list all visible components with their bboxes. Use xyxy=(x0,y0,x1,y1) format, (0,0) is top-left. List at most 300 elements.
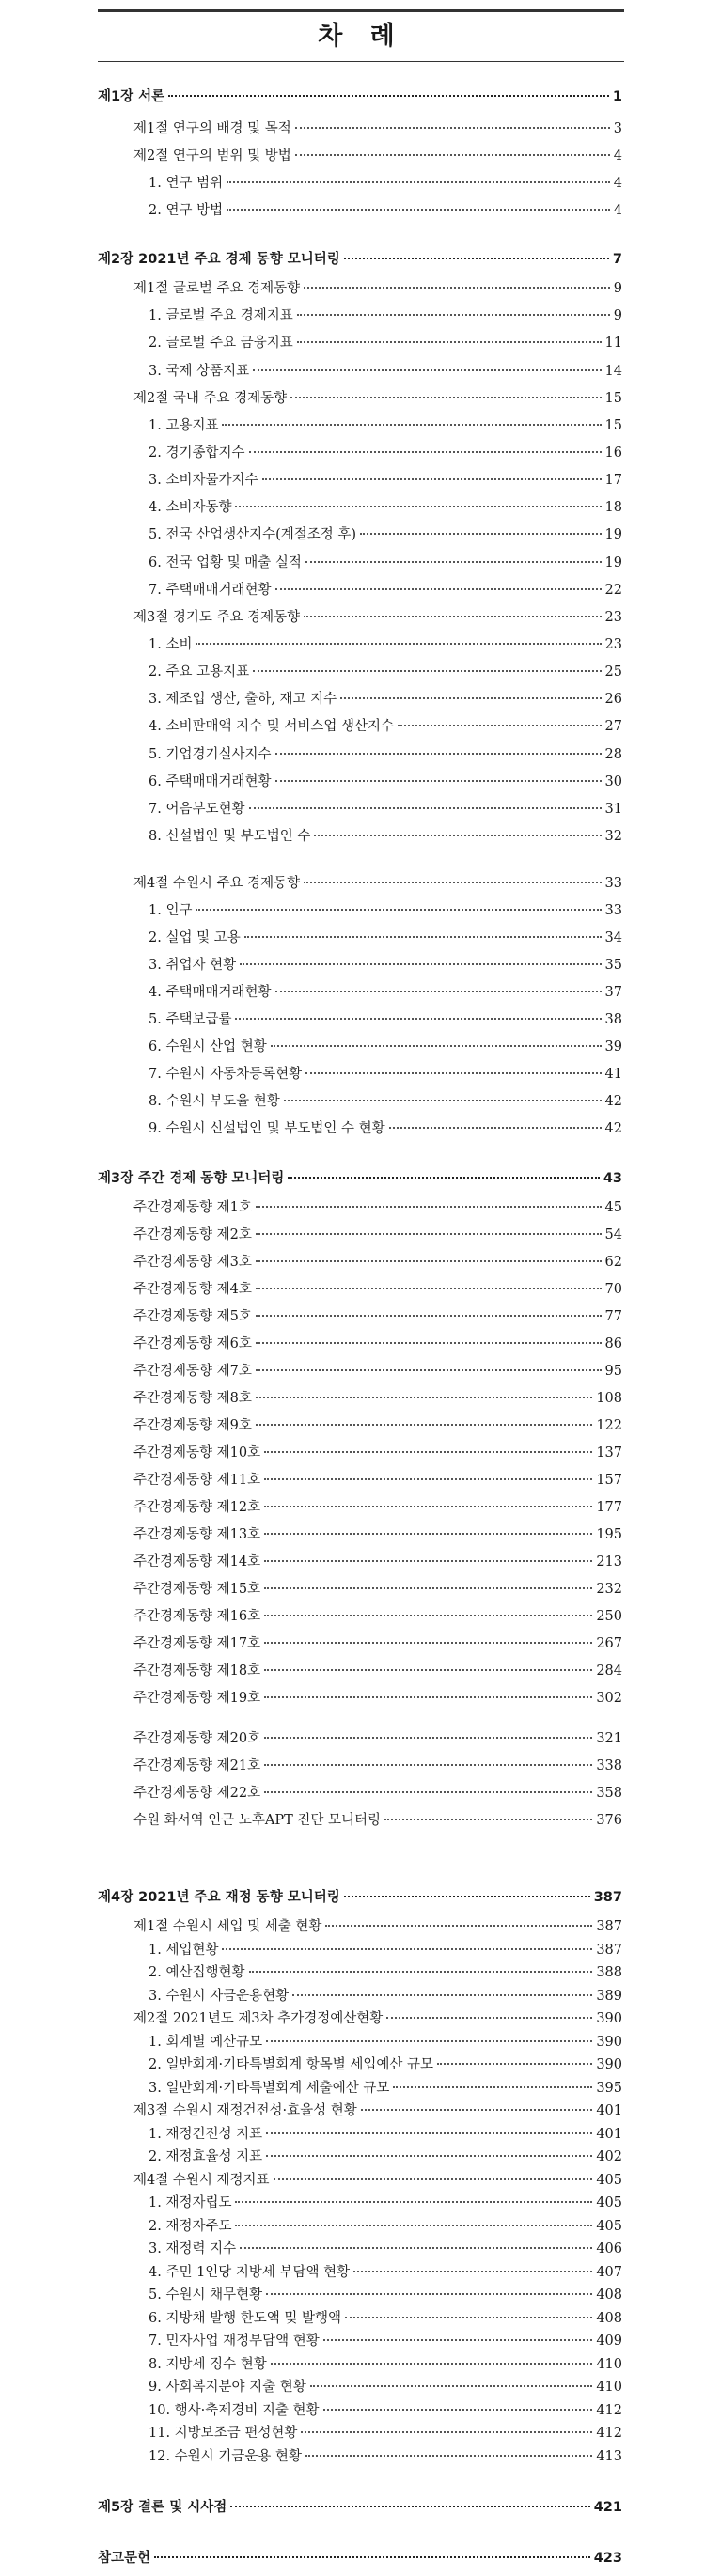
entry-label: 9. 사회복지분야 지출 현황 xyxy=(149,2380,306,2395)
dot-leader xyxy=(264,1696,592,1698)
dot-leader xyxy=(264,1791,592,1793)
section-entry xyxy=(133,1470,622,1491)
dot-leader xyxy=(256,1260,602,1262)
dot-leader xyxy=(235,2225,592,2226)
entry-page-number: 412 xyxy=(596,2426,622,2441)
section-entry xyxy=(133,1497,622,1518)
subsection-entry xyxy=(149,580,622,601)
dot-leader xyxy=(235,506,601,507)
section-entry xyxy=(133,1728,622,1749)
dot-leader xyxy=(253,369,601,371)
entry-page-number: 376 xyxy=(596,1813,622,1828)
entry-label: 2. 경기종합지수 xyxy=(149,445,245,461)
dot-leader xyxy=(295,127,610,129)
entry-page-number: 3 xyxy=(613,121,622,136)
dot-leader xyxy=(393,2086,592,2088)
dot-leader xyxy=(196,643,601,645)
subsection-entry xyxy=(149,928,622,948)
section-entry xyxy=(133,873,622,894)
entry-label: 제5장 결론 및 시사점 xyxy=(98,2500,227,2515)
entry-page-number: 302 xyxy=(596,1691,622,1706)
dot-leader xyxy=(249,807,602,809)
section-entry xyxy=(133,1334,622,1354)
entry-label: 주간경제동향 제5호 xyxy=(133,1309,252,1324)
subsection-entry xyxy=(149,1940,622,1960)
entry-page-number: 35 xyxy=(604,958,622,973)
dot-leader xyxy=(256,1369,602,1371)
entry-label: 주간경제동향 제1호 xyxy=(133,1200,252,1215)
dot-leader xyxy=(264,1669,592,1671)
entry-label: 제2절 국내 주요 경제동향 xyxy=(133,391,288,406)
entry-label: 주간경제동향 제19호 xyxy=(133,1691,261,1706)
subsection-entry xyxy=(149,524,622,545)
entry-page-number: 9 xyxy=(613,281,622,296)
section-entry xyxy=(133,1810,622,1831)
dot-leader xyxy=(266,2293,592,2295)
dot-leader xyxy=(275,780,602,782)
entry-label: 참고문헌 xyxy=(98,2551,151,2566)
dot-leader xyxy=(264,1478,592,1480)
chapter-entry xyxy=(98,1168,622,1189)
entry-page-number: 413 xyxy=(596,2448,622,2464)
entry-page-number: 4 xyxy=(613,148,622,164)
subsection-entry xyxy=(149,2147,622,2167)
dot-leader xyxy=(288,1177,599,1179)
entry-label: 1. 연구 범위 xyxy=(149,176,224,191)
entry-page-number: 23 xyxy=(604,637,622,652)
entry-label: 5. 수원시 채무현황 xyxy=(149,2287,263,2303)
entry-page-number: 42 xyxy=(604,1121,622,1136)
subsection-entry xyxy=(149,2423,622,2443)
entry-label: 주간경제동향 제13호 xyxy=(133,1527,261,1542)
entry-label: 제4절 수원시 재정지표 xyxy=(133,2172,270,2188)
entry-label: 7. 어음부도현황 xyxy=(149,802,245,817)
subsection-entry xyxy=(149,982,622,1003)
dot-leader xyxy=(353,2271,592,2272)
dot-leader xyxy=(264,1533,592,1535)
entry-label: 3. 수원시 자금운용현황 xyxy=(149,1988,290,2004)
entry-label: 6. 지방채 발행 한도액 및 발행액 xyxy=(149,2310,341,2326)
entry-page-number: 387 xyxy=(593,1890,622,1905)
dot-leader xyxy=(295,154,610,156)
entry-page-number: 390 xyxy=(596,2057,622,2072)
entry-label: 1. 고용지표 xyxy=(149,418,219,433)
subsection-entry xyxy=(149,1037,622,1057)
entry-page-number: 28 xyxy=(604,747,622,762)
section-entry xyxy=(133,1579,622,1600)
entry-page-number: 4 xyxy=(613,176,622,191)
entry-page-number: 62 xyxy=(604,1255,622,1270)
entry-label: 수원 화서역 인근 노후APT 진단 모니터링 xyxy=(133,1813,382,1828)
entry-label: 제3절 경기도 주요 경제동향 xyxy=(133,610,301,625)
subsection-entry xyxy=(149,553,622,573)
entry-page-number: 388 xyxy=(596,1965,622,1980)
section-entry xyxy=(133,1415,622,1436)
dot-leader xyxy=(310,2385,593,2387)
entry-page-number: 410 xyxy=(596,2356,622,2372)
dot-leader xyxy=(266,2155,592,2157)
entry-label: 주간경제동향 제16호 xyxy=(133,1609,261,1624)
entry-page-number: 389 xyxy=(596,1988,622,2004)
dot-leader xyxy=(256,1424,592,1426)
dot-leader xyxy=(227,181,610,183)
entry-page-number: 108 xyxy=(596,1391,622,1406)
section-entry xyxy=(133,1279,622,1300)
entry-label: 2. 연구 방법 xyxy=(149,203,224,218)
entry-page-number: 15 xyxy=(604,391,622,406)
entry-page-number: 26 xyxy=(604,692,622,707)
entry-label: 주간경제동향 제22호 xyxy=(133,1786,261,1801)
subsection-entry xyxy=(149,2354,622,2375)
entry-page-number: 409 xyxy=(596,2334,622,2349)
entry-page-number: 250 xyxy=(596,1609,622,1624)
entry-label: 2. 일반회계·기타특별회계 항목별 세입예산 규모 xyxy=(149,2057,434,2072)
subsection-entry xyxy=(149,2331,622,2351)
entry-page-number: 395 xyxy=(596,2080,622,2096)
entry-label: 제2절 2021년도 제3차 추가경정예산현황 xyxy=(133,2011,384,2026)
dot-leader xyxy=(297,341,602,343)
entry-page-number: 406 xyxy=(596,2241,622,2256)
entry-page-number: 421 xyxy=(593,2500,622,2515)
dot-leader xyxy=(266,2040,592,2042)
dot-leader xyxy=(249,1971,593,1973)
dot-leader xyxy=(340,697,601,699)
entry-page-number: 410 xyxy=(596,2380,622,2395)
section-entry xyxy=(133,388,622,409)
subsection-entry xyxy=(149,1091,622,1112)
section-entry xyxy=(133,1252,622,1272)
entry-label: 주간경제동향 제12호 xyxy=(133,1500,261,1515)
dot-leader xyxy=(306,2455,592,2457)
subsection-entry xyxy=(149,2377,622,2397)
subsection-entry xyxy=(149,1064,622,1085)
dot-leader xyxy=(386,2017,592,2019)
dot-leader xyxy=(240,2247,592,2249)
entry-label: 8. 신설법인 및 부도법인 수 xyxy=(149,829,311,844)
entry-page-number: 387 xyxy=(596,1942,622,1958)
entry-page-number: 95 xyxy=(604,1364,622,1379)
dot-leader xyxy=(361,2109,593,2111)
entry-label: 2. 재정자주도 xyxy=(149,2218,232,2234)
entry-label: 주간경제동향 제14호 xyxy=(133,1554,261,1569)
entry-label: 5. 주택보급률 xyxy=(149,1012,232,1027)
dot-leader xyxy=(292,1994,592,1996)
entry-page-number: 195 xyxy=(596,1527,622,1542)
subsection-entry xyxy=(149,634,622,655)
subsection-entry xyxy=(149,333,622,353)
dot-leader xyxy=(274,2178,593,2180)
subsection-entry xyxy=(149,443,622,463)
entry-label: 3. 재정력 지수 xyxy=(149,2241,237,2256)
subsection-entry xyxy=(149,955,622,976)
subsection-entry xyxy=(149,799,622,820)
dot-leader xyxy=(297,314,610,316)
subsection-entry xyxy=(149,2054,622,2075)
dot-leader xyxy=(256,1315,602,1317)
entry-page-number: 267 xyxy=(596,1636,622,1651)
dot-leader xyxy=(384,1819,592,1820)
entry-label: 4. 소비판매액 지수 및 서비스업 생산지수 xyxy=(149,719,394,734)
section-entry xyxy=(133,1197,622,1218)
entry-page-number: 41 xyxy=(604,1067,622,1082)
dot-leader xyxy=(262,478,602,480)
entry-label: 주간경제동향 제21호 xyxy=(133,1758,261,1773)
section-entry xyxy=(133,1443,622,1463)
entry-label: 주간경제동향 제2호 xyxy=(133,1227,252,1242)
dot-leader xyxy=(301,2431,592,2433)
entry-label: 11. 지방보조금 편성현황 xyxy=(149,2426,298,2441)
entry-label: 12. 수원시 기금운용 현황 xyxy=(149,2448,302,2464)
subsection-entry xyxy=(149,173,622,194)
subsection-entry xyxy=(149,2193,622,2213)
entry-label: 주간경제동향 제8호 xyxy=(133,1391,252,1406)
subsection-entry xyxy=(149,415,622,436)
dot-leader xyxy=(271,2363,593,2365)
entry-page-number: 401 xyxy=(596,2103,622,2118)
entry-page-number: 137 xyxy=(596,1445,622,1460)
subsection-entry xyxy=(149,200,622,221)
entry-page-number: 284 xyxy=(596,1663,622,1678)
entry-label: 제3장 주간 경제 동향 모니터링 xyxy=(98,1171,285,1186)
dot-leader xyxy=(222,424,601,426)
subsection-entry xyxy=(149,689,622,710)
chapter-entry xyxy=(98,86,622,107)
dot-leader xyxy=(244,936,602,938)
section-entry xyxy=(133,118,622,139)
dot-leader xyxy=(256,1397,592,1398)
entry-page-number: 321 xyxy=(596,1731,622,1746)
subsection-entry xyxy=(149,1118,622,1139)
entry-page-number: 412 xyxy=(596,2402,622,2418)
entry-label: 주간경제동향 제6호 xyxy=(133,1336,252,1351)
entry-page-number: 358 xyxy=(596,1786,622,1801)
dot-leader xyxy=(304,287,610,289)
section-entry xyxy=(133,2170,622,2191)
entry-label: 8. 수원시 부도율 현황 xyxy=(149,1094,280,1109)
entry-label: 2. 실업 및 고용 xyxy=(149,930,241,945)
chapter-entry xyxy=(98,1887,622,1908)
dot-leader xyxy=(256,1342,602,1344)
section-entry xyxy=(133,1606,622,1627)
section-entry xyxy=(133,1361,622,1382)
entry-label: 7. 수원시 자동차등록현황 xyxy=(149,1067,303,1082)
entry-page-number: 1 xyxy=(612,89,622,104)
section-entry xyxy=(133,1524,622,1545)
dot-leader xyxy=(264,1451,592,1453)
entry-label: 8. 지방세 징수 현황 xyxy=(149,2356,267,2372)
subsection-entry xyxy=(149,900,622,921)
subsection-entry xyxy=(149,662,622,682)
entry-page-number: 405 xyxy=(596,2218,622,2234)
section-entry xyxy=(133,1388,622,1409)
entry-label: 2. 재정효율성 지표 xyxy=(149,2149,263,2164)
entry-page-number: 423 xyxy=(593,2551,622,2566)
entry-page-number: 157 xyxy=(596,1473,622,1488)
entry-page-number: 16 xyxy=(604,445,622,461)
entry-label: 4. 소비자동향 xyxy=(149,500,232,515)
entry-page-number: 43 xyxy=(603,1171,622,1186)
entry-page-number: 4 xyxy=(613,203,622,218)
entry-page-number: 33 xyxy=(604,876,622,891)
entry-label: 주간경제동향 제17호 xyxy=(133,1636,261,1651)
entry-label: 제3절 수원시 재정건전성·효율성 현황 xyxy=(133,2103,357,2118)
dot-leader xyxy=(264,1764,592,1766)
entry-label: 2. 주요 고용지표 xyxy=(149,664,250,679)
dot-leader xyxy=(264,1587,592,1589)
dot-leader xyxy=(323,2409,593,2411)
entry-page-number: 213 xyxy=(596,1554,622,1569)
dot-leader xyxy=(227,209,610,211)
section-entry xyxy=(133,2008,622,2029)
subsection-entry xyxy=(149,2400,622,2421)
entry-page-number: 405 xyxy=(596,2195,622,2210)
entry-label: 10. 행사·축제경비 지출 현황 xyxy=(149,2402,320,2418)
entry-page-number: 408 xyxy=(596,2287,622,2303)
entry-page-number: 19 xyxy=(604,555,622,570)
entry-label: 3. 국제 상품지표 xyxy=(149,364,250,379)
dot-leader xyxy=(344,1896,590,1897)
entry-page-number: 390 xyxy=(596,2034,622,2050)
dot-leader xyxy=(264,1737,592,1739)
entry-label: 주간경제동향 제18호 xyxy=(133,1663,261,1678)
subsection-entry xyxy=(149,2216,622,2237)
section-entry xyxy=(133,1306,622,1327)
subsection-entry xyxy=(149,1009,622,1030)
dot-leader xyxy=(360,533,601,535)
entry-label: 제1절 수원시 세입 및 세출 현황 xyxy=(133,1919,322,1934)
dot-leader xyxy=(249,451,602,453)
entry-label: 6. 수원시 산업 현황 xyxy=(149,1039,267,1054)
entry-page-number: 177 xyxy=(596,1500,622,1515)
entry-page-number: 14 xyxy=(604,364,622,379)
dot-leader xyxy=(230,2506,589,2507)
entry-label: 2. 예산집행현황 xyxy=(149,1965,245,1980)
subsection-entry xyxy=(149,2308,622,2329)
dot-leader xyxy=(275,588,602,590)
dot-leader xyxy=(266,2132,592,2134)
section-entry xyxy=(133,1916,622,1937)
entry-label: 9. 수원시 신설법인 및 부도법인 수 현황 xyxy=(149,1121,385,1136)
entry-page-number: 27 xyxy=(604,719,622,734)
entry-label: 4. 주택매매거래현황 xyxy=(149,985,272,1000)
dot-leader xyxy=(304,616,601,617)
dot-leader xyxy=(154,2556,590,2558)
entry-page-number: 70 xyxy=(604,1282,622,1297)
entry-page-number: 402 xyxy=(596,2149,622,2164)
subsection-entry xyxy=(149,2032,622,2053)
entry-label: 6. 전국 업황 및 매출 실적 xyxy=(149,555,302,570)
entry-page-number: 23 xyxy=(604,610,622,625)
entry-label: 1. 재정건전성 지표 xyxy=(149,2126,263,2142)
section-entry xyxy=(133,1661,622,1681)
entry-label: 6. 주택매매거래현황 xyxy=(149,774,272,789)
entry-page-number: 11 xyxy=(604,336,622,351)
entry-label: 5. 기업경기실사지수 xyxy=(149,747,272,762)
entry-page-number: 18 xyxy=(604,500,622,515)
entry-label: 주간경제동향 제4호 xyxy=(133,1282,252,1297)
entry-page-number: 401 xyxy=(596,2126,622,2142)
subsection-entry xyxy=(149,361,622,382)
title-box xyxy=(98,9,624,62)
dot-leader xyxy=(323,2339,593,2341)
dot-leader xyxy=(284,1100,602,1101)
dot-leader xyxy=(264,1560,592,1562)
entry-label: 3. 소비자물가지수 xyxy=(149,473,258,488)
section-entry xyxy=(133,2100,622,2121)
entry-label: 7. 민자사업 재정부담액 현황 xyxy=(149,2334,320,2349)
entry-page-number: 77 xyxy=(604,1309,622,1324)
section-entry xyxy=(133,1552,622,1572)
entry-page-number: 9 xyxy=(613,308,622,323)
section-entry xyxy=(133,146,622,166)
entry-page-number: 19 xyxy=(604,527,622,542)
subsection-entry xyxy=(149,2239,622,2259)
subsection-entry xyxy=(149,2078,622,2099)
entry-label: 제1절 연구의 배경 및 목적 xyxy=(133,121,291,136)
entry-label: 2. 글로벌 주요 금융지표 xyxy=(149,336,293,351)
entry-label: 제2장 2021년 주요 경제 동향 모니터링 xyxy=(98,252,340,267)
dot-leader xyxy=(398,725,602,726)
entry-label: 3. 제조업 생산, 출하, 재고 지수 xyxy=(149,692,337,707)
entry-label: 제4절 수원시 주요 경제동향 xyxy=(133,876,301,891)
dot-leader xyxy=(196,909,601,911)
section-entry xyxy=(133,1783,622,1803)
entry-page-number: 30 xyxy=(604,774,622,789)
dot-leader xyxy=(271,1045,602,1047)
dot-leader xyxy=(437,2063,592,2065)
subsection-entry xyxy=(149,1986,622,2006)
entry-page-number: 25 xyxy=(604,664,622,679)
dot-leader xyxy=(168,95,609,97)
dot-leader xyxy=(290,397,601,398)
entry-label: 제1장 서론 xyxy=(98,89,165,104)
subsection-entry xyxy=(149,826,622,847)
entry-page-number: 32 xyxy=(604,829,622,844)
entry-page-number: 232 xyxy=(596,1582,622,1597)
dot-leader xyxy=(345,2317,592,2318)
dot-leader xyxy=(389,1127,602,1129)
entry-label: 주간경제동향 제20호 xyxy=(133,1731,261,1746)
dot-leader xyxy=(253,670,601,672)
section-entry xyxy=(133,1225,622,1245)
subsection-entry xyxy=(149,1962,622,1983)
entry-label: 5. 전국 산업생산지수(계절조정 후) xyxy=(149,527,357,542)
dot-leader xyxy=(256,1206,602,1208)
dot-leader xyxy=(256,1233,602,1235)
entry-label: 주간경제동향 제7호 xyxy=(133,1364,252,1379)
entry-page-number: 7 xyxy=(612,252,622,267)
dot-leader xyxy=(314,835,601,836)
entry-label: 1. 세입현황 xyxy=(149,1942,219,1958)
dot-leader xyxy=(235,1018,601,1020)
page-title: 차 례 xyxy=(318,22,404,51)
entry-page-number: 34 xyxy=(604,930,622,945)
entry-page-number: 407 xyxy=(596,2264,622,2280)
subsection-entry xyxy=(149,2124,622,2145)
entry-page-number: 17 xyxy=(604,473,622,488)
entry-label: 1. 재정자립도 xyxy=(149,2195,232,2210)
section-entry xyxy=(133,1633,622,1654)
dot-leader xyxy=(222,1948,592,1950)
entry-label: 제2절 연구의 범위 및 방법 xyxy=(133,148,291,164)
dot-leader xyxy=(325,1925,592,1927)
entry-page-number: 390 xyxy=(596,2011,622,2026)
entry-label: 주간경제동향 제10호 xyxy=(133,1445,261,1460)
chapter-entry xyxy=(98,2497,622,2518)
entry-label: 제4장 2021년 주요 재정 동향 모니터링 xyxy=(98,1890,340,1905)
entry-label: 주간경제동향 제15호 xyxy=(133,1582,261,1597)
section-entry xyxy=(133,1756,622,1776)
